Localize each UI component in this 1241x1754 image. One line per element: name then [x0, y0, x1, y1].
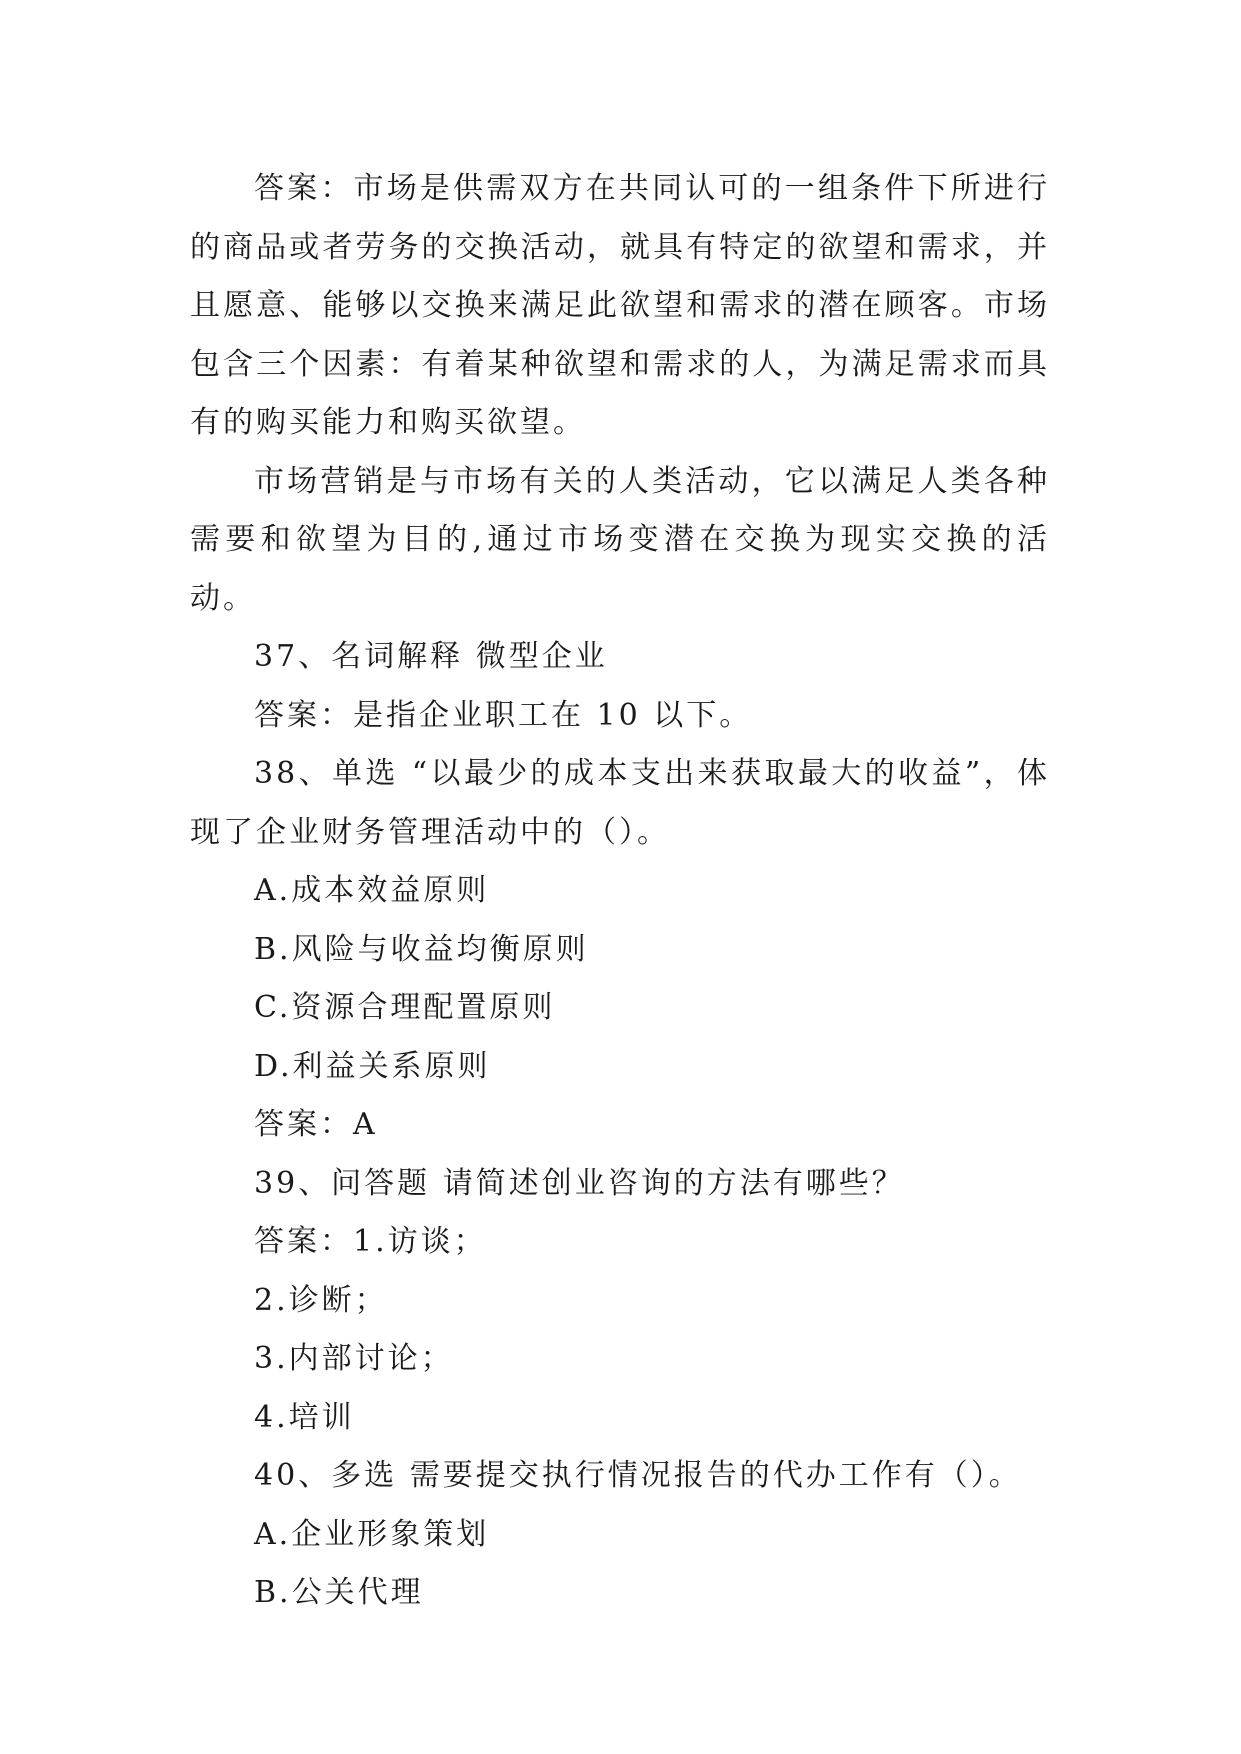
answer-39-item-3: 3.内部讨论；: [254, 1341, 454, 1376]
answer-38: 答案：A: [254, 1107, 378, 1142]
question-39: 39、问答题 请简述创业咨询的方法有哪些？: [254, 1165, 905, 1201]
question-40-option-b: B.公关代理: [254, 1575, 424, 1610]
answer-36-marketing-definition: 市场营销是与市场有关的人类活动，它以满足人类各种需要和欲望为目的,通过市场变潜在交换为现实交换的活动。: [190, 463, 1050, 616]
question-40-option-a: A.企业形象策划: [254, 1516, 490, 1552]
question-38: 38、单选 “以最少的成本支出来获取最大的收益”，体现了企业财务管理活动中的（）。: [190, 756, 1050, 850]
answer-39-item-2: 2.诊断；: [254, 1282, 388, 1318]
answer-36-market-definition: 答案：市场是供需双方在共同认可的一组条件下所进行的商品或者劳务的交换活动，就具有特定的欲望和需求，并且愿意、能够以交换来满足此欲望和需求的潜在顾客。市场包含三个因素：有着某种欲望和需求的人，为满足需求而具有的购买能力和购买欲望。: [190, 171, 1050, 440]
question-38-option-a: A.成本效益原则: [254, 873, 490, 908]
question-38-option-d: D.利益关系原则: [254, 1048, 491, 1084]
answer-39-item-4: 4.培训: [254, 1399, 355, 1435]
question-38-option-b: B.风险与收益均衡原则: [254, 931, 589, 967]
question-37: 37、名词解释 微型企业: [254, 639, 608, 674]
answer-37: 答案：是指企业职工在 10 以下。: [254, 697, 753, 733]
document-body: [190, 160, 1050, 1623]
question-40: 40、多选 需要提交执行情况报告的代办工作有（）。: [254, 1458, 1022, 1493]
question-38-option-c: C.资源合理配置原则: [254, 990, 556, 1025]
answer-39-item-1: 答案：1.访谈；: [254, 1224, 487, 1259]
